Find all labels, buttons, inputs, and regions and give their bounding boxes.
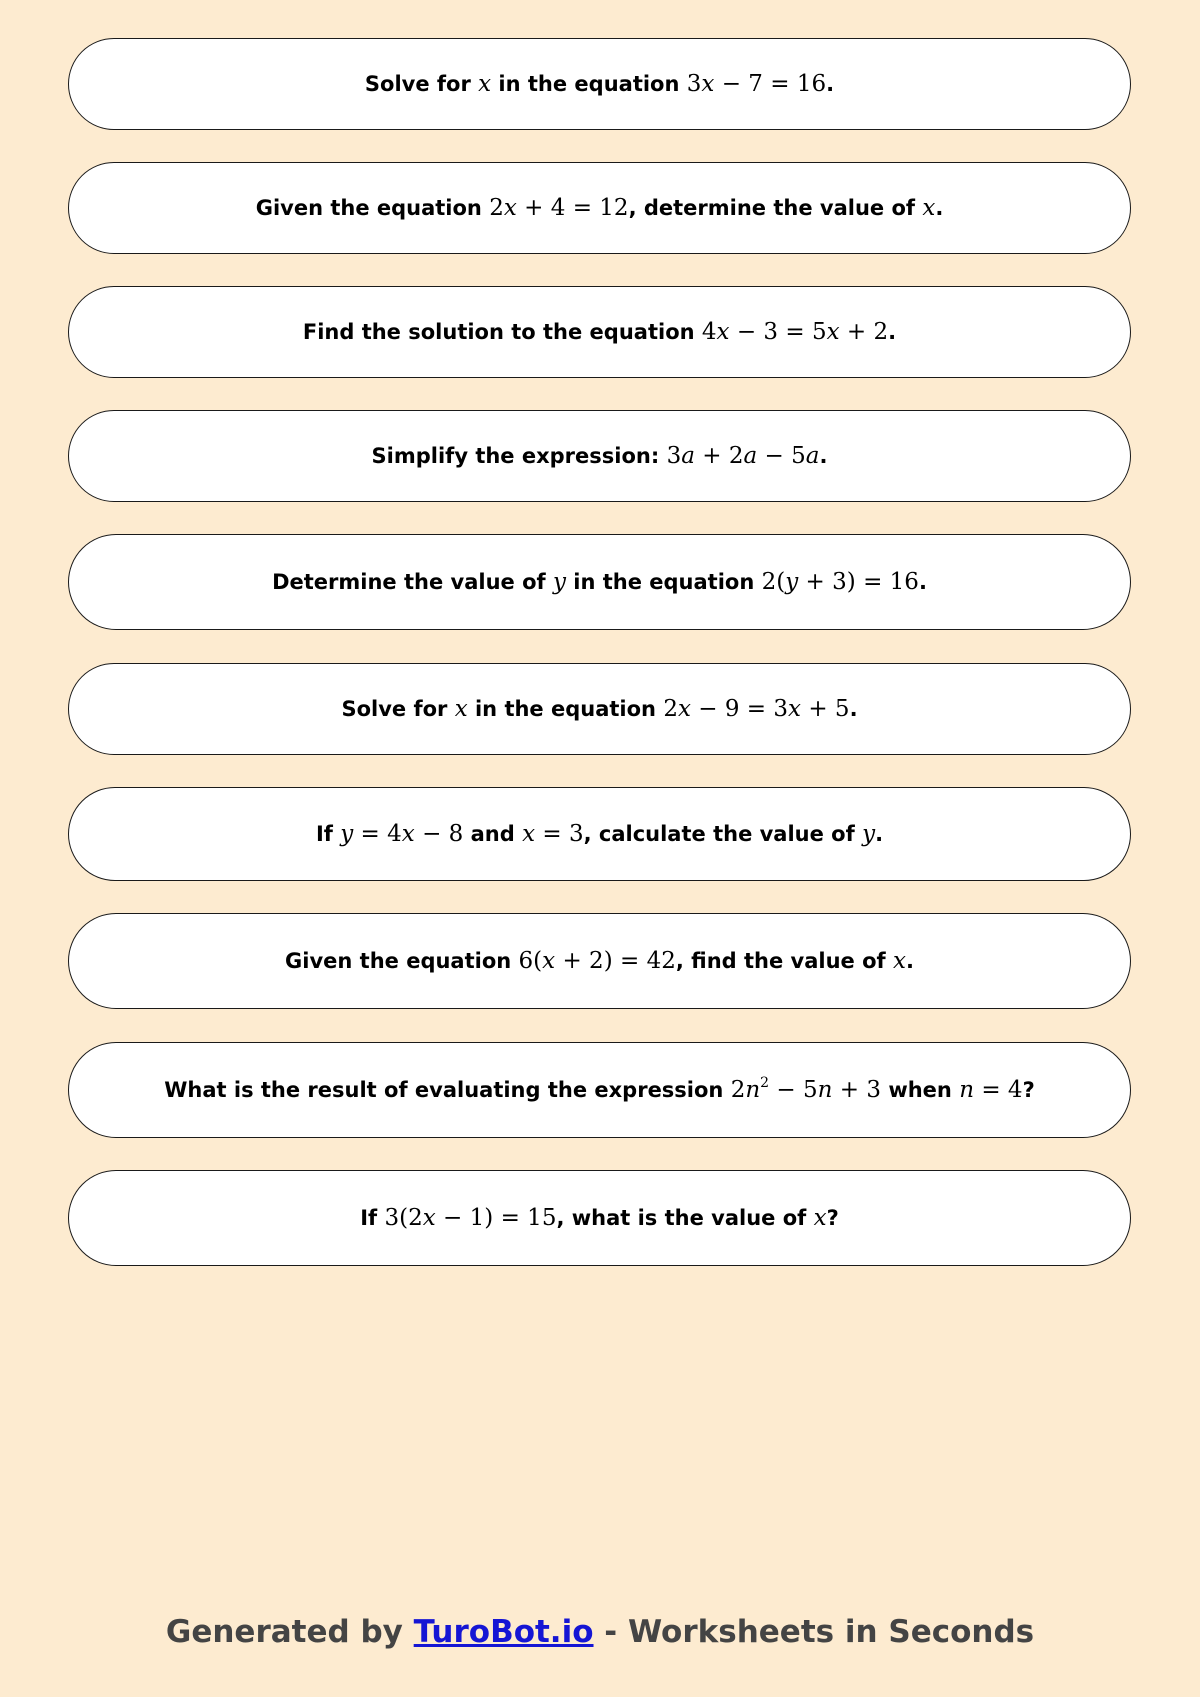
problem-text: in the equation (467, 697, 664, 721)
problem-text: What is the result of evaluating the expression (164, 1078, 731, 1102)
problem-math: $2n^2 - 5n + 3$ (730, 1075, 882, 1103)
problem-text: and (463, 822, 523, 846)
problem-item (68, 1170, 1131, 1266)
problem-text: . (849, 697, 858, 721)
problem-math: 2x + 4 = 12 (489, 195, 629, 221)
problem-math: x (478, 71, 492, 97)
footer (0, 1614, 1200, 1650)
problem-math: x (813, 1205, 827, 1231)
problem-text: Simplify the expression: (371, 444, 667, 468)
problem-text: when (881, 1078, 960, 1102)
problem-math: 3x − 7 = 16 (686, 71, 827, 97)
footer-suffix: - Worksheets in Seconds (593, 1614, 1035, 1650)
problem-math: x = 3 (522, 821, 584, 847)
problem-item (68, 38, 1131, 130)
turobot-link[interactable]: TuroBot.io (413, 1614, 594, 1650)
problem-text: Find the solution to the equation (302, 320, 702, 344)
problem-item (68, 1042, 1131, 1138)
problem-math: x (922, 195, 936, 221)
problem-text: Solve for (364, 72, 479, 96)
problem-text: Given the equation (285, 949, 519, 973)
problem-text: . (935, 196, 944, 220)
problem-math: n = 4 (959, 1077, 1023, 1103)
problem-math: 2x − 9 = 3x + 5 (663, 696, 850, 722)
problem-text: in the equation (565, 570, 762, 594)
problem-text: , find the value of (675, 949, 893, 973)
problem-text: . (888, 320, 897, 344)
problem-math: 3(2x − 1) = 15 (384, 1205, 557, 1231)
problem-text: in the equation (491, 72, 687, 96)
problem-text: Determine the value of (272, 570, 553, 594)
problem-item (68, 787, 1131, 881)
problem-text: If (360, 1206, 385, 1230)
problem-math: 4x − 3 = 5x + 2 (701, 319, 889, 345)
footer-prefix: Generated by (165, 1614, 414, 1650)
problem-item (68, 913, 1131, 1009)
problem-text: Solve for (341, 697, 455, 721)
problem-item (68, 663, 1131, 755)
problem-text: , what is the value of (556, 1206, 814, 1230)
problem-math: 3a + 2a − 5a (666, 443, 820, 469)
problem-text: . (826, 72, 835, 96)
problem-text: If (315, 822, 341, 846)
problem-text: , calculate the value of (583, 822, 863, 846)
problem-text: . (905, 949, 914, 973)
problem-text: ? (1022, 1078, 1035, 1102)
problem-text: , determine the value of (628, 196, 923, 220)
problem-math: y (552, 569, 566, 595)
problem-math: 2(y + 3) = 16 (761, 569, 919, 595)
problem-text: . (918, 570, 927, 594)
problem-math: y = 4x − 8 (340, 821, 464, 847)
problem-item (68, 410, 1131, 502)
problem-text: Given the equation (255, 196, 490, 220)
problem-item (68, 162, 1131, 254)
problem-math: x (893, 948, 906, 974)
problem-math: x (454, 696, 468, 722)
problem-text: . (819, 444, 828, 468)
problem-text: . (875, 822, 884, 846)
problem-item (68, 286, 1131, 378)
problem-math: y (862, 821, 876, 847)
problem-text: ? (826, 1206, 839, 1230)
problem-item (68, 534, 1131, 630)
problem-math: 6(x + 2) = 42 (518, 948, 676, 974)
